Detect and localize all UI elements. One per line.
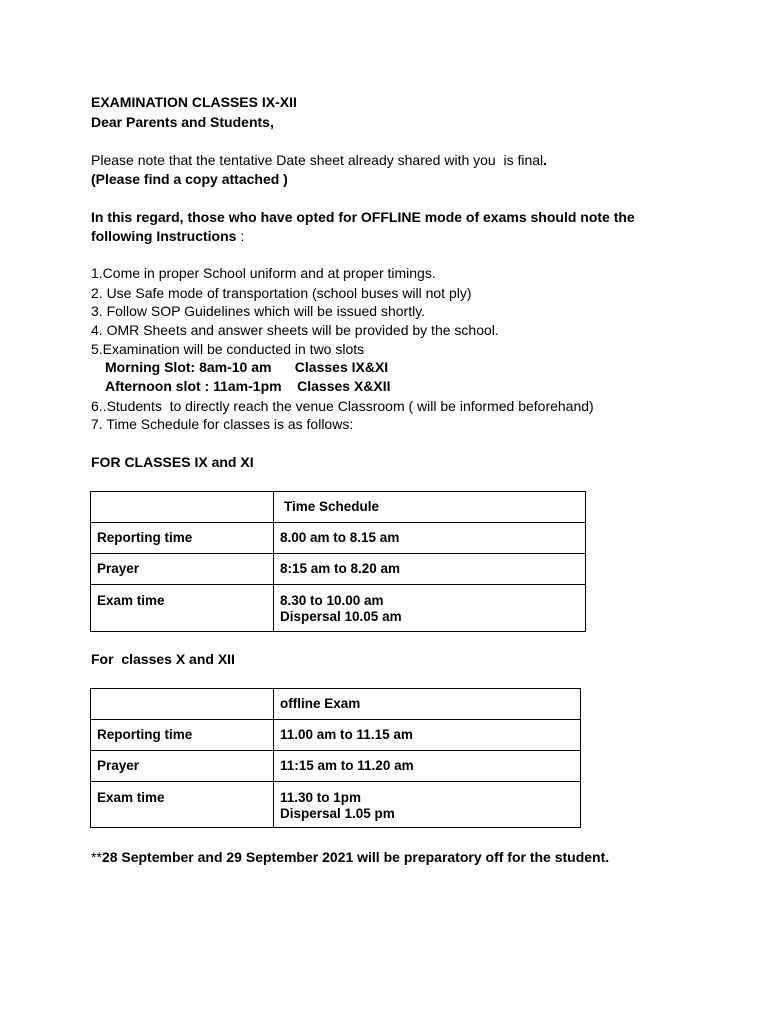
row-label: Prayer [91, 554, 274, 585]
slot-afternoon: Afternoon slot : 11am-1pm Classes X&XII [105, 378, 391, 394]
table2-caption: For classes X and XII [91, 651, 235, 667]
row-value-multiline [274, 782, 581, 828]
row-label: Prayer [91, 751, 274, 782]
table-row [91, 782, 581, 828]
row-value: 8.30 to 10.00 am [280, 593, 384, 608]
instruction-5: 5.Examination will be conducted in two slots [91, 341, 365, 357]
table-row [91, 492, 586, 523]
row-value-dispersal: Dispersal 1.05 pm [280, 806, 395, 821]
table-header-cell: offline Exam [274, 689, 581, 720]
note-text: Please note that the tentative Date sheet already shared with you is final [91, 152, 544, 168]
instruction-3: 3. Follow SOP Guidelines which will be issued shortly. [91, 303, 426, 319]
table-row [91, 720, 581, 751]
table-row [91, 554, 586, 585]
row-value: 11:15 am to 11.20 am [274, 751, 581, 782]
row-value: 11.30 to 1pm [280, 790, 362, 805]
salutation: Dear Parents and Students, [91, 114, 274, 130]
table-header-cell: Time Schedule [274, 492, 586, 523]
footer-note-prefix: ** [91, 849, 102, 865]
row-label: Exam time [91, 585, 274, 632]
table-row [91, 751, 581, 782]
row-value: 11.00 am to 11.15 am [274, 720, 581, 751]
table-row [91, 689, 581, 720]
schedule-table-x-xii [90, 688, 581, 828]
row-value-multiline [274, 585, 586, 632]
attachment-note: (Please find a copy attached ) [91, 171, 288, 187]
regard-line-2-text: following Instructions [91, 228, 237, 244]
instruction-7: 7. Time Schedule for classes is as follows: [91, 416, 354, 432]
instruction-2: 2. Use Safe mode of transportation (school buses will not ply) [91, 285, 472, 301]
row-value-dispersal: Dispersal 10.05 am [280, 609, 402, 624]
note-line [91, 151, 547, 169]
document-heading: EXAMINATION CLASSES IX-XII [91, 94, 297, 110]
instruction-6: 6..Students to directly reach the venue Classroom ( will be informed beforehand) [91, 398, 594, 414]
row-label: Reporting time [91, 523, 274, 554]
table-cell-empty [91, 689, 274, 720]
row-label: Reporting time [91, 720, 274, 751]
row-label: Exam time [91, 782, 274, 828]
row-value: 8:15 am to 8.20 am [274, 554, 586, 585]
table-row [91, 585, 586, 632]
regard-line-2 [91, 227, 244, 245]
regard-colon: : [236, 228, 245, 244]
footer-note [91, 848, 609, 866]
schedule-table-ix-xi [90, 491, 586, 632]
note-period: . [543, 152, 548, 168]
regard-line-1: In this regard, those who have opted for OFFLINE mode of exams should note the [91, 209, 635, 225]
table1-caption: FOR CLASSES IX and XI [91, 454, 254, 470]
instruction-4: 4. OMR Sheets and answer sheets will be provided by the school. [91, 322, 499, 338]
instruction-1: 1.Come in proper School uniform and at proper timings. [91, 265, 436, 281]
table-row [91, 523, 586, 554]
table-cell-empty [91, 492, 274, 523]
row-value: 8.00 am to 8.15 am [274, 523, 586, 554]
slot-morning: Morning Slot: 8am-10 am Classes IX&XI [105, 359, 389, 375]
footer-note-text: 28 September and 29 September 2021 will be preparatory off for the student. [101, 849, 610, 865]
